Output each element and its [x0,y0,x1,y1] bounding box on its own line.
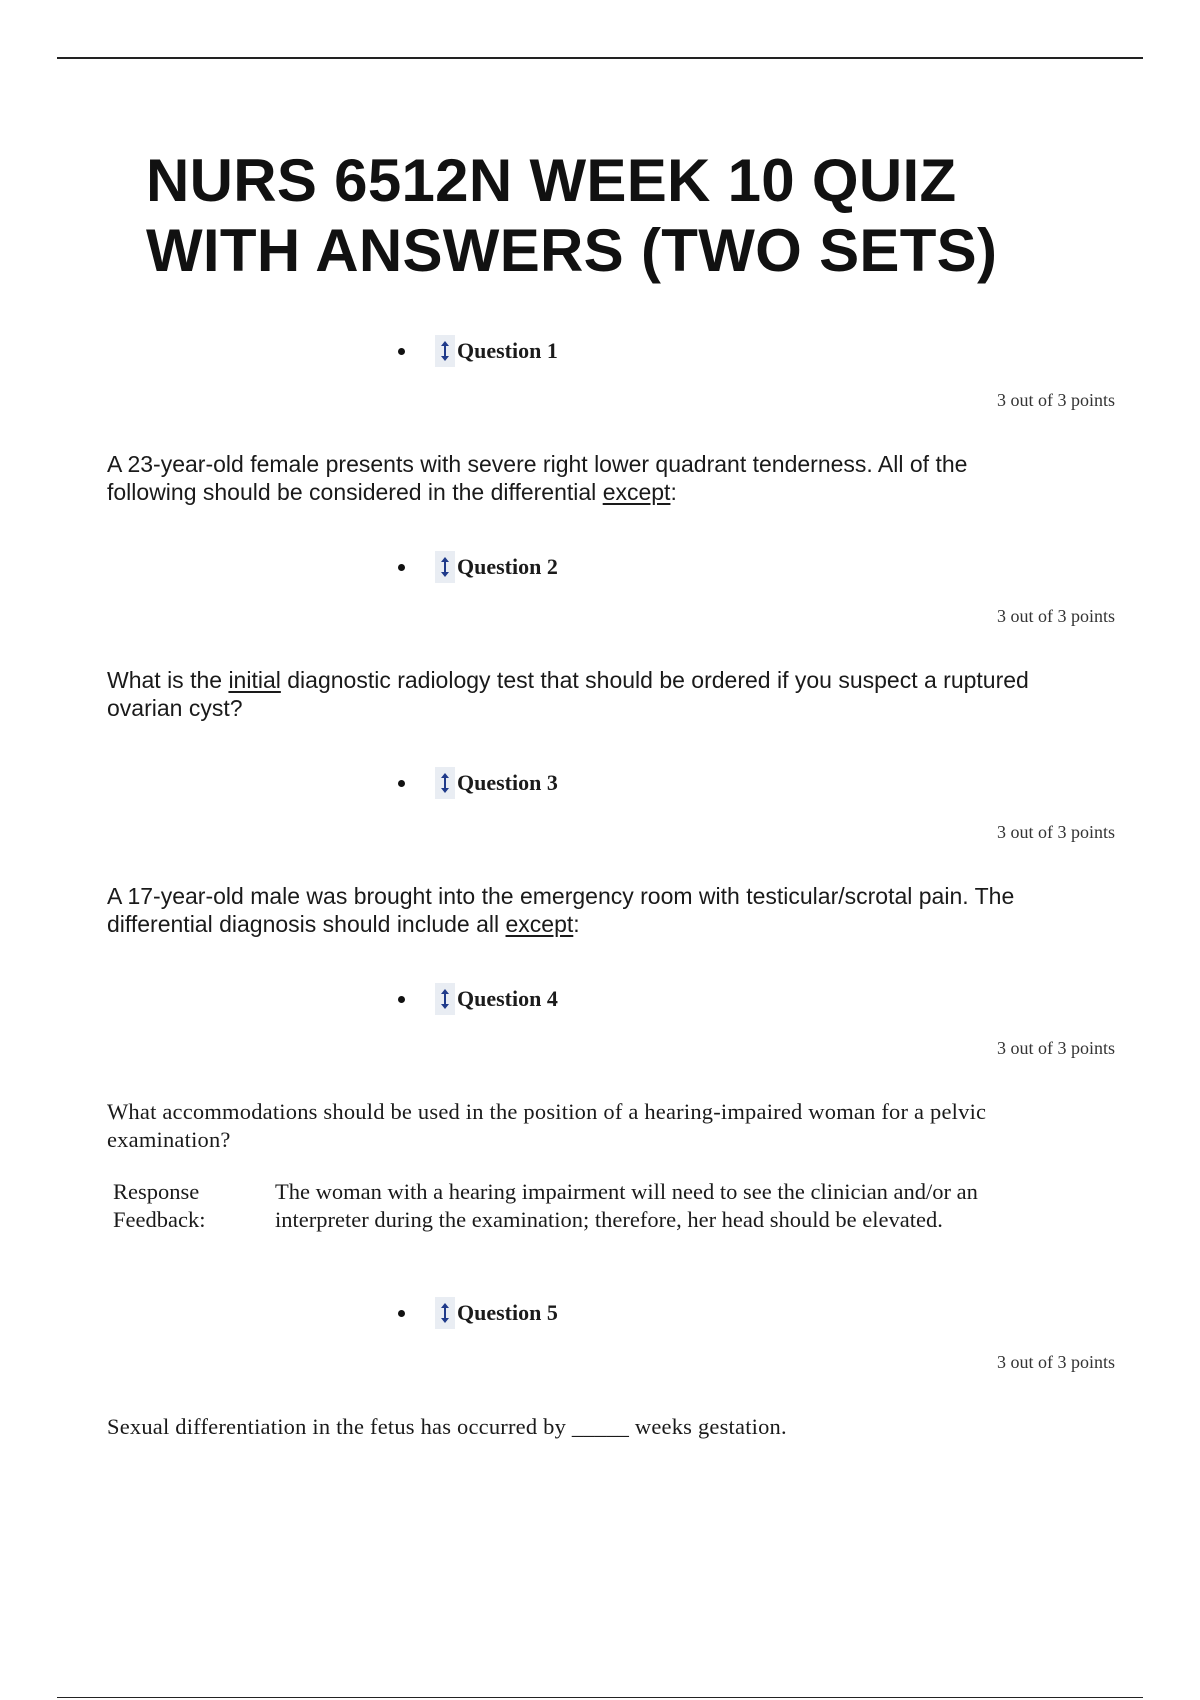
question-text-part: A 17-year-old male was brought into the emergency room with testicular/scrotal pain. The differential diagnosis should include all [107,883,1015,937]
up-down-arrow-icon[interactable] [435,1297,455,1329]
response-feedback [113,1178,1013,1234]
question-text-part: diagnostic radiology test that should be ordered if you suspect a ruptured ovarian cyst? [107,667,1029,721]
question-1-text [107,450,1047,506]
question-4-text: What accommodations should be used in the position of a hearing-impaired woman for a pelvic examination? [107,1099,987,1152]
question-text-part: : [573,911,580,937]
bullet-icon [398,780,405,787]
bullet-icon [398,348,405,355]
top-rule [57,57,1143,59]
question-3-header[interactable] [398,765,558,801]
up-down-arrow-icon[interactable] [435,551,455,583]
question-text-part: What is the [107,667,229,693]
question-text-part: A 23-year-old female presents with severe right lower quadrant tenderness. All of the following should be considered in the differential [107,451,968,505]
response-feedback-label: Response Feedback: [113,1179,206,1232]
question-label: Question 2 [457,554,558,579]
title-line-1: NURS 6512N WEEK 10 QUIZ [146,147,957,214]
question-5-header[interactable] [398,1295,558,1331]
question-2-text [107,666,1047,722]
question-1-points: 3 out of 3 points [996,390,1115,410]
question-2-header[interactable] [398,549,558,585]
question-1-header[interactable] [398,333,558,369]
question-3-points: 3 out of 3 points [996,822,1115,842]
question-label: Question 3 [457,770,558,795]
document-title [146,146,1126,286]
response-feedback-text: The woman with a hearing impairment will need to see the clinician and/or an interpreter during the examination; therefore, her head should be elevated. [275,1179,978,1232]
question-2-points: 3 out of 3 points [996,606,1115,626]
question-5-text: Sexual differentiation in the fetus has occurred by _____ weeks gestation. [107,1414,787,1439]
question-text-emphasis: except [602,479,671,505]
question-text-emphasis: initial [228,667,281,693]
question-text-emphasis: except [505,911,574,937]
question-text-part: : [670,479,677,505]
question-label: Question 5 [457,1300,558,1325]
up-down-arrow-icon[interactable] [435,767,455,799]
bullet-icon [398,564,405,571]
up-down-arrow-icon[interactable] [435,983,455,1015]
bottom-rule [57,1697,1143,1698]
up-down-arrow-icon[interactable] [435,335,455,367]
question-3-text [107,882,1047,938]
question-label: Question 1 [457,338,558,363]
title-line-2: WITH ANSWERS (TWO SETS) [146,217,998,284]
bullet-icon [398,996,405,1003]
question-5-points: 3 out of 3 points [996,1352,1115,1372]
question-4-header[interactable] [398,981,558,1017]
question-label: Question 4 [457,986,558,1011]
question-4-points: 3 out of 3 points [996,1038,1115,1058]
bullet-icon [398,1310,405,1317]
